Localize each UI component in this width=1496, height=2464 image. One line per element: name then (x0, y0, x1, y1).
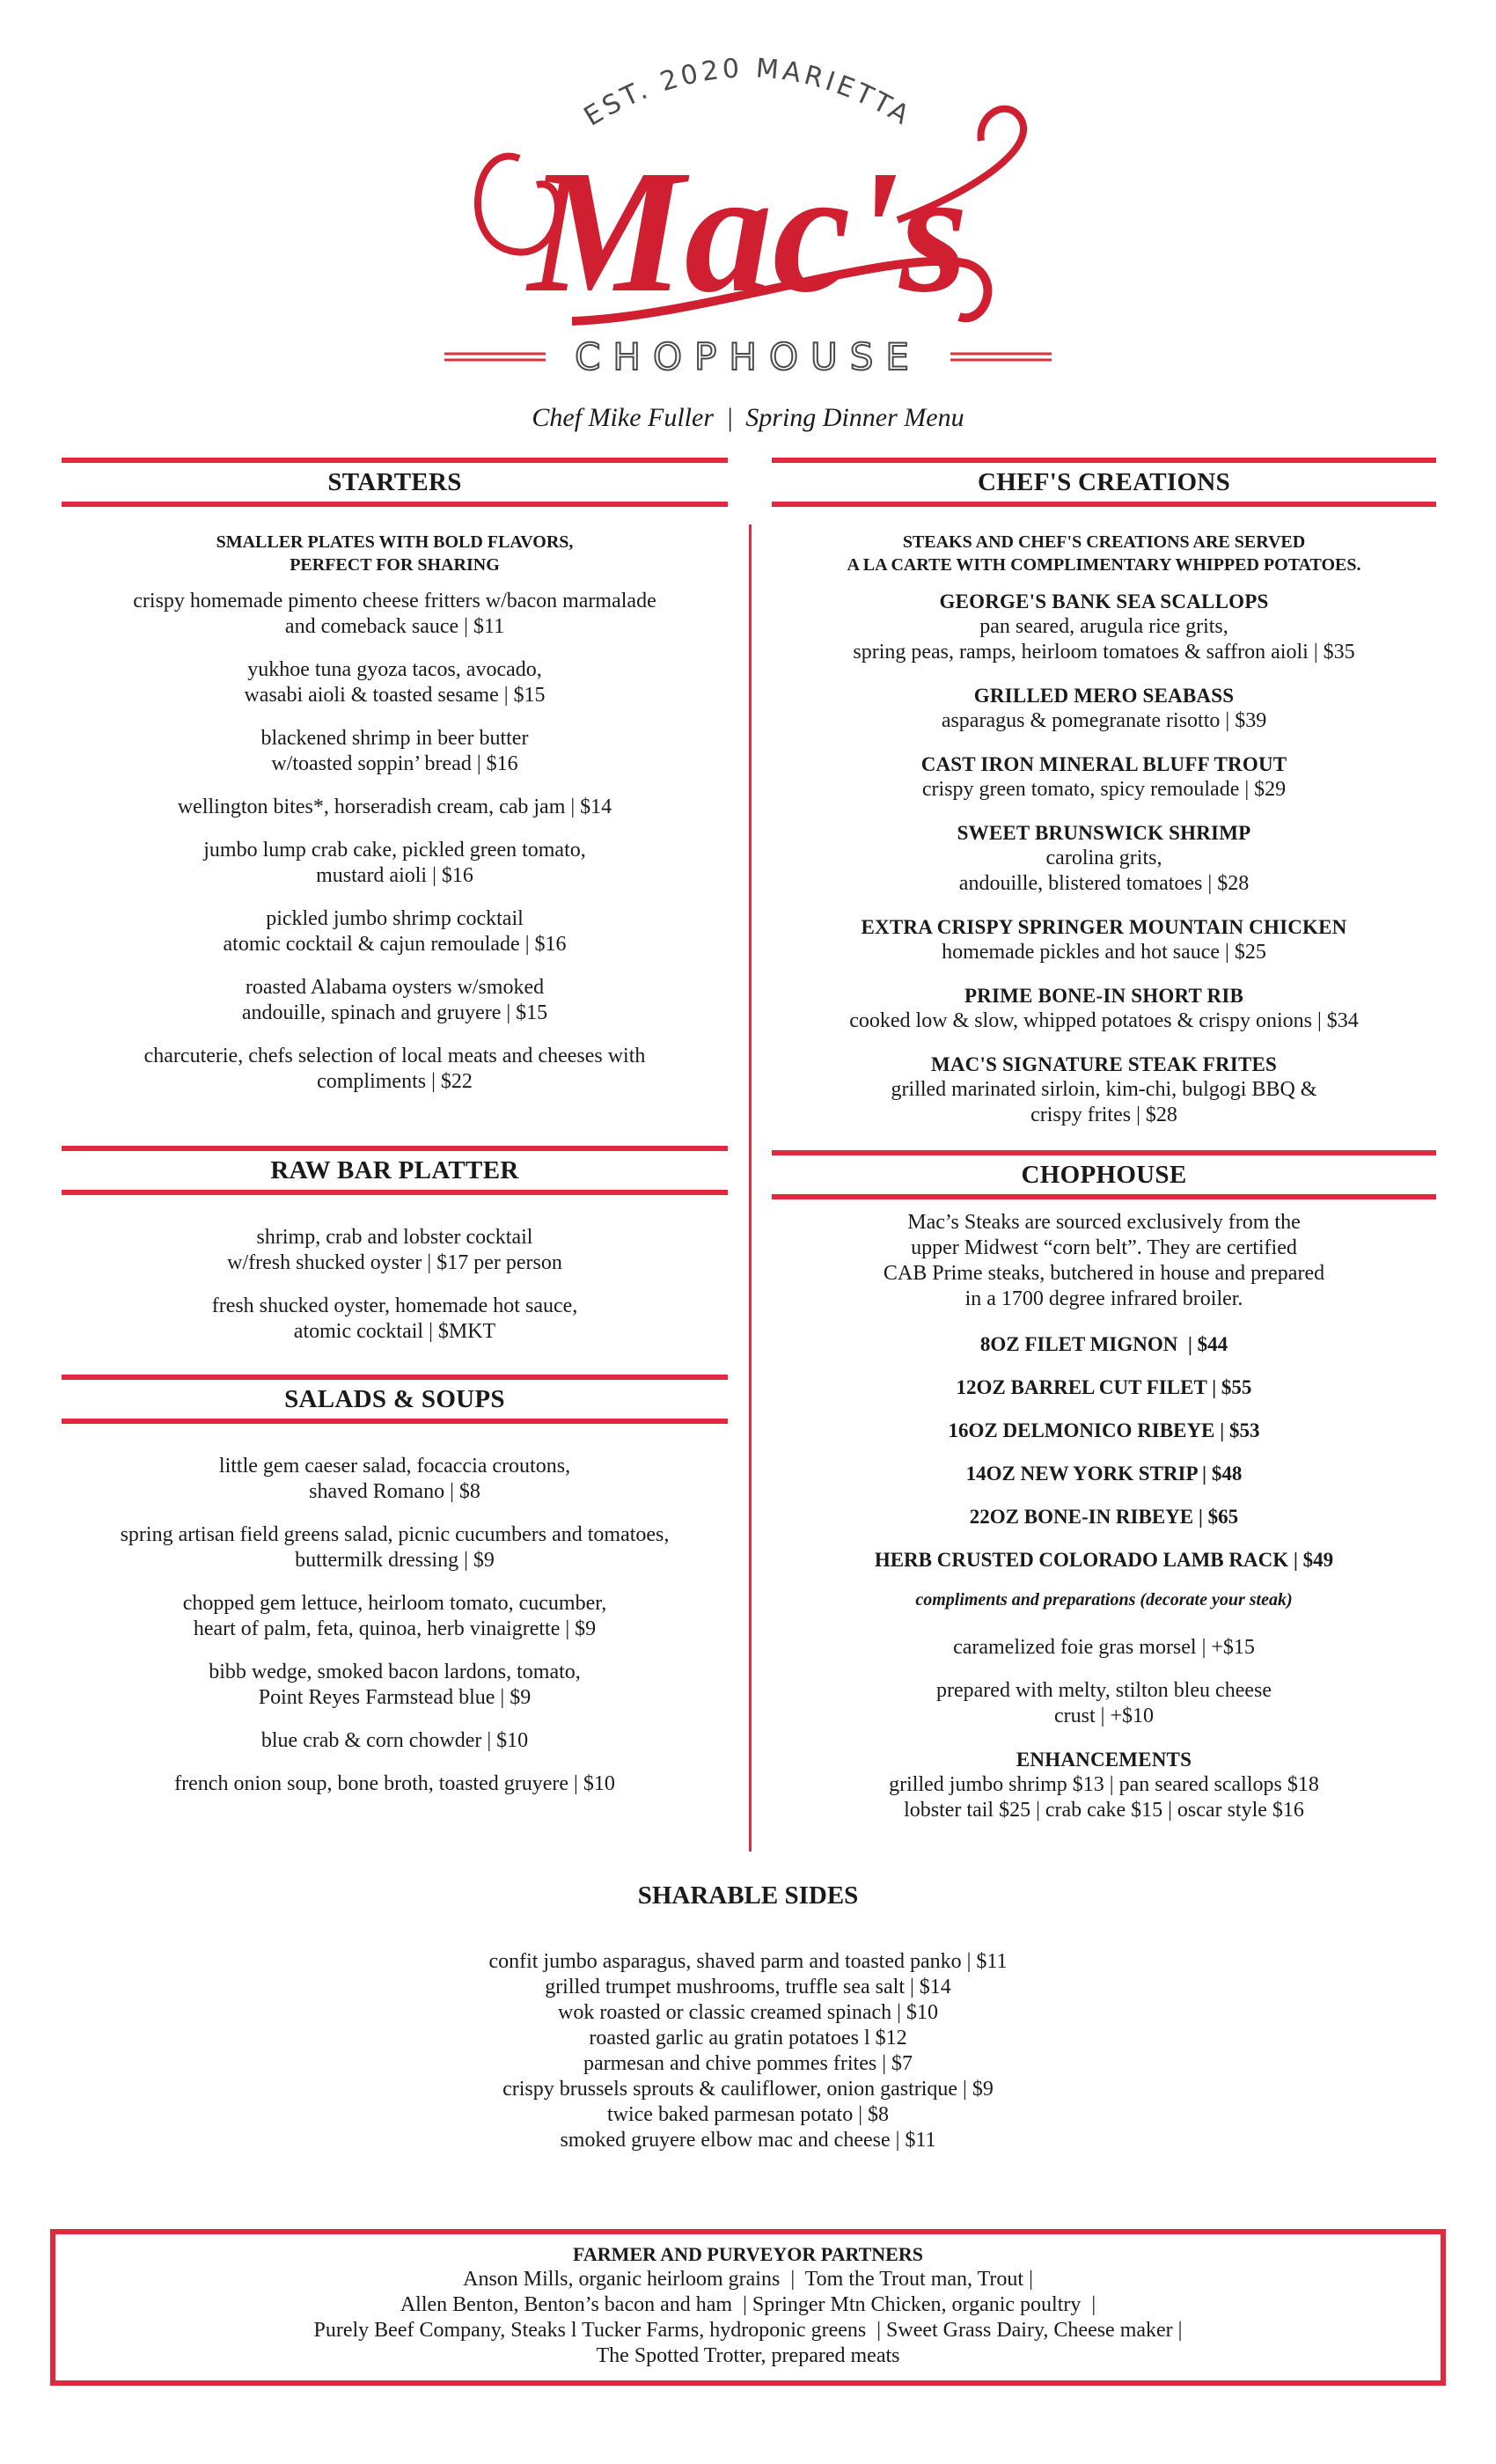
menu-name: Spring Dinner Menu (745, 403, 964, 432)
menu-item (772, 914, 1436, 965)
item-description: grilled marinated sirloin, kim-chi, bulgogi BBQ & crispy frites | $28 (891, 1078, 1317, 1126)
item-description: carolina grits, andouille, blistered tomatoes | $28 (958, 847, 1250, 895)
steak-item: 12OZ BARREL CUT FILET | $55 (956, 1376, 1252, 1398)
chefs-creations-section (772, 458, 1436, 1146)
chophouse-intro: Mac’s Steaks are sourced exclusively from the upper Midwest “corn belt”. They are certified CAB Prime steaks, butchered in house and prepared in a 1700 degree infrared broiler. (883, 1211, 1325, 1310)
item-name: MAC'S SIGNATURE STEAK FRITES (930, 1053, 1278, 1075)
compliment-item: caramelized foie gras morsel | +$15 (953, 1636, 1255, 1659)
logo-brand-text: Mac's (528, 135, 968, 329)
menu-item: jumbo lump crab cake, pickled green tomato, mustard aioli | $16 (203, 839, 586, 887)
section-title: CHEF'S CREATIONS (772, 458, 1436, 507)
menu-item (772, 589, 1436, 665)
tagline-separator: | (726, 403, 734, 432)
chophouse-section (772, 1150, 1436, 1823)
section-title: SALADS & SOUPS (62, 1375, 728, 1424)
raw-bar-section (62, 1146, 728, 1362)
menu-item (772, 820, 1436, 897)
logo-est-text: EST. 2020 MARIETTA (578, 53, 918, 133)
partners-line: Purely Beef Company, Steaks l Tucker Farms, hydroponic greens | Sweet Grass Dairy, Cheese maker | (313, 2319, 1183, 2342)
sides-title: SHARABLE SIDES (637, 1881, 859, 1910)
steak-item: 14OZ NEW YORK STRIP | $48 (965, 1463, 1243, 1485)
side-item: roasted garlic au gratin potatoes l $12 (589, 2027, 907, 2050)
menu-item: french onion soup, bone broth, toasted gruyere | $10 (174, 1772, 615, 1795)
steak-item: HERB CRUSTED COLORADO LAMB RACK | $49 (874, 1549, 1334, 1571)
section-title: RAW BAR PLATTER (62, 1146, 728, 1195)
side-item: wok roasted or classic creamed spinach | $10 (558, 2001, 938, 2024)
sides-list (0, 1949, 1496, 2153)
menu-item (772, 983, 1436, 1034)
item-description: cooked low & slow, whipped potatoes & crispy onions | $34 (849, 1009, 1359, 1032)
menu-item (772, 683, 1436, 734)
partners-line: Allen Benton, Benton’s bacon and ham | Springer Mtn Chicken, organic poultry | (400, 2293, 1096, 2316)
steak-item: 8OZ FILET MIGNON | $44 (979, 1333, 1228, 1355)
partners-box (50, 2229, 1446, 2386)
section-note: SMALLER PLATES WITH BOLD FLAVORS, PERFECT FOR SHARING (216, 532, 574, 575)
menu-item: little gem caeser salad, focaccia croutons, shaved Romano | $8 (218, 1455, 571, 1503)
side-item: confit jumbo asparagus, shaved parm and toasted panko | $11 (488, 1950, 1008, 1973)
partners-line: The Spotted Trotter, prepared meats (596, 2344, 900, 2367)
item-description: pan seared, arugula rice grits, spring peas, ramps, heirloom tomatoes & saffron aioli | $35 (853, 615, 1355, 664)
starters-section (62, 458, 728, 1112)
item-name: SWEET BRUNSWICK SHRIMP (957, 822, 1251, 844)
menu-item: pickled jumbo shrimp cocktail atomic cocktail & cajun remoulade | $16 (223, 907, 567, 956)
partners-title: FARMER AND PURVEYOR PARTNERS (573, 2243, 923, 2265)
item-name: GEORGE'S BANK SEA SCALLOPS (939, 590, 1269, 612)
item-name: PRIME BONE-IN SHORT RIB (964, 985, 1244, 1007)
salads-section (62, 1375, 728, 1815)
menu-item: roasted Alabama oysters w/smoked andouille, spinach and gruyere | $15 (241, 976, 548, 1024)
menu-item: charcuterie, chefs selection of local meats and cheeses with compliments | $22 (143, 1045, 646, 1093)
section-title: CHOPHOUSE (772, 1150, 1436, 1199)
logo-sub-text: CHOPHOUSE (575, 335, 921, 378)
menu-item: crispy homemade pimento cheese fritters w/bacon marmalade and comeback sauce | $11 (133, 590, 656, 638)
item-name: CAST IRON MINERAL BLUFF TROUT (920, 753, 1287, 775)
steak-item: 16OZ DELMONICO RIBEYE | $53 (948, 1419, 1260, 1441)
item-name: GRILLED MERO SEABASS (973, 685, 1235, 707)
menu-item: bibb wedge, smoked bacon lardons, tomato, Point Reyes Farmstead blue | $9 (209, 1661, 581, 1709)
menu-item (772, 752, 1436, 803)
side-item: twice baked parmesan potato | $8 (606, 2103, 890, 2126)
side-item: crispy brussels sprouts & cauliflower, onion gastrique | $9 (502, 2078, 994, 2101)
menu-item: yukhoe tuna gyoza tacos, avocado, wasabi aioli & toasted sesame | $15 (244, 658, 546, 707)
menu-item: blue crab & corn chowder | $10 (260, 1729, 529, 1752)
side-item: smoked gruyere elbow mac and cheese | $11 (560, 2129, 936, 2152)
menu-item: spring artisan field greens salad, picnic cucumbers and tomatoes, buttermilk dressing | $9 (120, 1523, 670, 1572)
section-note: STEAKS AND CHEF'S CREATIONS ARE SERVED A LA CARTE WITH COMPLIMENTARY WHIPPED POTATOES. (847, 532, 1361, 575)
item-name: EXTRA CRISPY SPRINGER MOUNTAIN CHICKEN (861, 916, 1347, 938)
section-title: STARTERS (62, 458, 728, 507)
menu-tagline (0, 403, 1496, 433)
menu-item: shrimp, crab and lobster cocktail w/fresh shucked oyster | $17 per person (227, 1226, 562, 1274)
menu-item (772, 1052, 1436, 1128)
menu-item: wellington bites*, horseradish cream, cab jam | $14 (177, 796, 612, 818)
menu-item: chopped gem lettuce, heirloom tomato, cucumber, heart of palm, feta, quinoa, herb vinaigrette | $9 (182, 1592, 607, 1640)
steak-item: 22OZ BONE-IN RIBEYE | $65 (969, 1506, 1239, 1528)
column-divider (749, 524, 752, 1852)
compliment-item: prepared with melty, stilton bleu cheese crust | +$10 (936, 1679, 1272, 1727)
partners-line: Anson Mills, organic heirloom grains | Tom the Trout man, Trout | (463, 2268, 1033, 2291)
side-item: parmesan and chive pommes frites | $7 (583, 2052, 913, 2075)
item-description: homemade pickles and hot sauce | $25 (942, 941, 1266, 964)
chef-name: Chef Mike Fuller (532, 403, 715, 432)
enhancements-title: ENHANCEMENTS (1016, 1749, 1192, 1771)
restaurant-logo (440, 35, 1056, 387)
side-item: grilled trumpet mushrooms, truffle sea salt | $14 (545, 1976, 951, 1998)
item-description: crispy green tomato, spicy remoulade | $29 (921, 778, 1287, 801)
compliments-title: compliments and preparations (decorate your steak) (915, 1590, 1293, 1610)
menu-item: fresh shucked oyster, homemade hot sauce, atomic cocktail | $MKT (211, 1294, 578, 1343)
enhancements-list: grilled jumbo shrimp $13 | pan seared scallops $18 lobster tail $25 | crab cake $15 | oscar style $16 (889, 1773, 1319, 1822)
menu-item: blackened shrimp in beer butter w/toasted soppin’ bread | $16 (260, 727, 529, 775)
item-description: asparagus & pomegranate risotto | $39 (941, 709, 1267, 732)
